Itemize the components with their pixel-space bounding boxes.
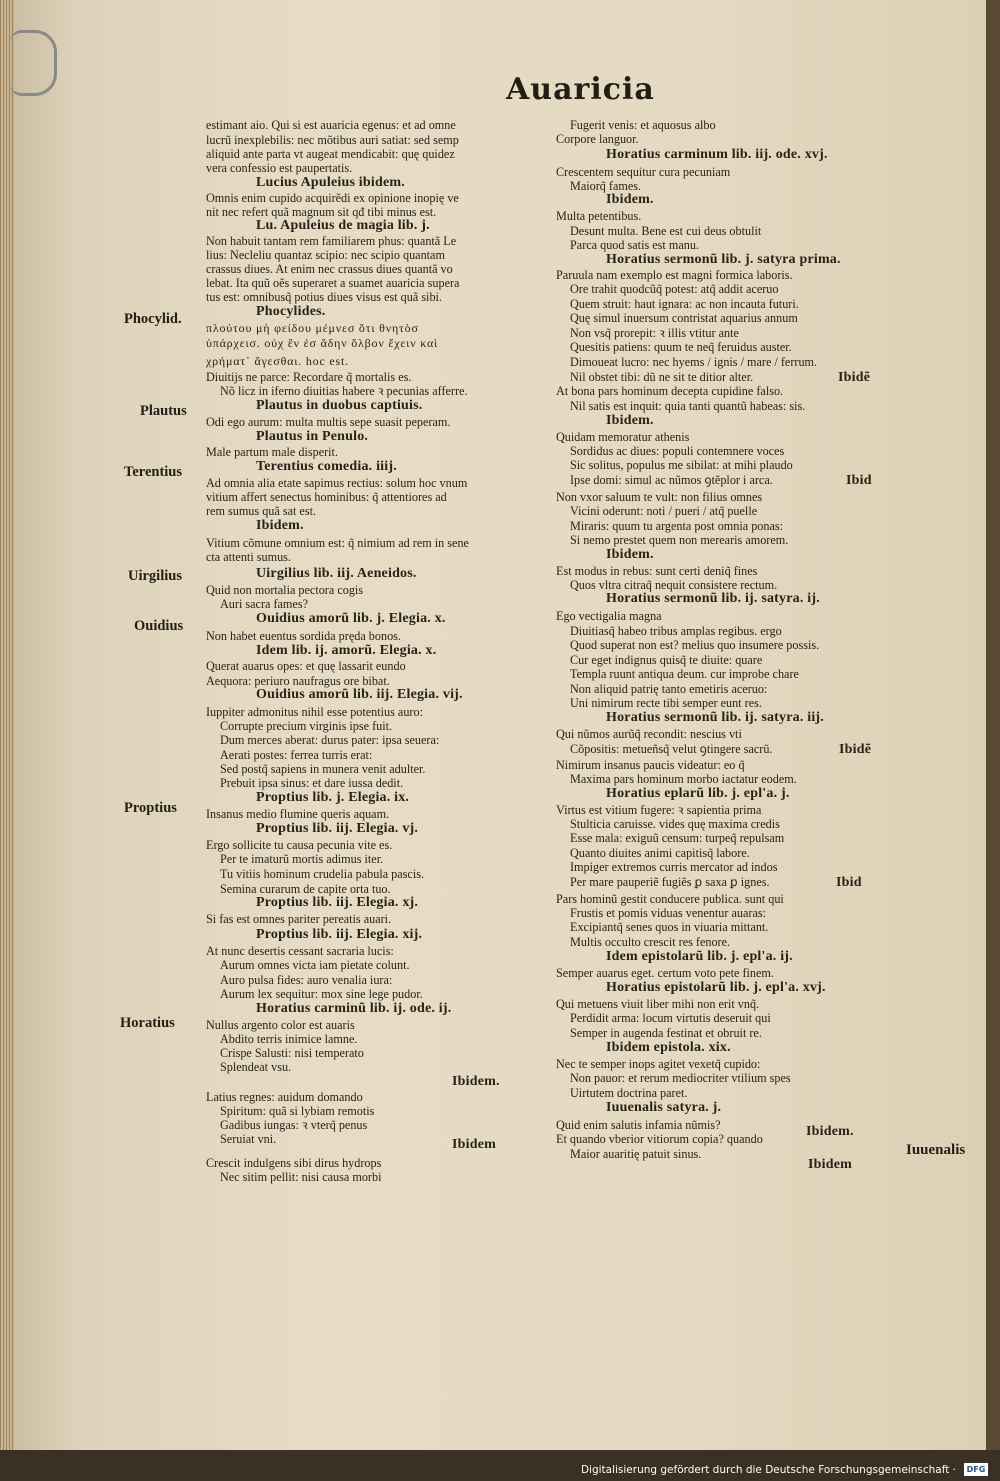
left-column-line: Aurum lex sequitur: mox sine lege pudor. xyxy=(220,987,423,1001)
right-column-line: Esse mala: exiguũ censum: turpeq̃ repulsam xyxy=(570,831,785,845)
right-column-heading: Ibid xyxy=(836,875,862,890)
left-column-heading: Plautus in Penulo. xyxy=(256,429,369,444)
left-column-line: Si fas est omnes pariter pereatis auari. xyxy=(206,912,392,926)
left-column-line: tus est: omnibusq̃ potius diues visus est quã sibi. xyxy=(206,290,442,304)
right-column-heading: Horatius epistolarũ lib. j. epl'a. xvj. xyxy=(606,980,826,995)
right-column-line: Perdidit arma: locum virtutis deseruit qui xyxy=(570,1011,771,1025)
right-column-line: Cur eget indignus quisq̃ te diuite: quare xyxy=(570,653,763,667)
left-column-line: Prebuit ipsa sinus: et dare iussa dedit. xyxy=(220,776,404,790)
right-column-heading: Ibidem xyxy=(808,1157,852,1172)
right-column-heading: Ibidẽ xyxy=(839,742,872,757)
right-column-line: Vicini oderunt: noti / pueri / atq̃ puelle xyxy=(570,504,758,518)
left-column-line: crassus diues. At enim nec crassus diues quantã vo xyxy=(206,262,453,276)
left-column-line: lebat. Ita quũ oẽs superaret a suamet auaricia supera xyxy=(206,276,460,290)
left-column-line: χρήματ᾽ ἄγεσθαι. hoc est. xyxy=(206,354,349,368)
left-column-line: Odi ego aurum: multa multis sepe suasit peperam. xyxy=(206,415,451,429)
right-column-heading: Ibidem. xyxy=(606,547,654,562)
left-column-heading: Idem lib. ij. amorũ. Elegia. x. xyxy=(256,643,437,658)
left-column-heading: Lucius Apuleius ibidem. xyxy=(256,175,405,190)
right-column-heading: Ibidem epistola. xix. xyxy=(606,1040,731,1055)
right-column-line: Quidam memoratur athenis xyxy=(556,430,690,444)
left-column-line: Abdito terris inimice lamne. xyxy=(220,1032,358,1046)
right-column-line: Quem struit: haut ignara: ac non incauta futuri. xyxy=(570,297,799,311)
paper-sheet xyxy=(14,0,986,1450)
right-column-heading: Ibidem. xyxy=(606,413,654,428)
right-column-line: Quanto diuites animi capitisq̃ labore. xyxy=(570,846,750,860)
left-column-heading: Ibidem xyxy=(452,1137,496,1152)
left-column-line: Vitium cõmune omnium est: q̃ nimium ad rem in sene xyxy=(206,536,469,550)
running-head: Auaricia xyxy=(506,72,655,107)
right-column-line: Nec te semper inops agitet vexetq̃ cupido: xyxy=(556,1057,761,1071)
right-column-line: Excipiantq̃ senes quos in viuaria mittant. xyxy=(570,920,769,934)
left-column-heading: Ouidius amorũ lib. iij. Elegia. vij. xyxy=(256,687,463,702)
left-column-heading: Proptius lib. iij. Elegia. vj. xyxy=(256,821,419,836)
left-column-line: cta attenti sumus. xyxy=(206,550,291,564)
left-column-heading: Lu. Apuleius de magia lib. j. xyxy=(256,218,430,233)
right-column-line: Si nemo prestet quem non merearis amorem. xyxy=(570,533,789,547)
right-column-line: Non aliquid patrię tanto emetiris aceruo: xyxy=(570,682,768,696)
margin-note-uirgilius: Uirgilius xyxy=(128,568,182,584)
left-column-line: Non habet euentus sordida pręda bonos. xyxy=(206,629,401,643)
right-column-line: Cõpositis: metueñsq̃ velut ꝯtingere sacrũ. xyxy=(570,742,773,756)
left-column-line: aliquid ante parta vt augeat mendicabit: quę quidez xyxy=(206,147,455,161)
right-column-line: Nimirum insanus paucis videatur: eo q̃ xyxy=(556,758,745,772)
left-column-line: Latius regnes: auidum domando xyxy=(206,1090,363,1104)
right-column-line: Est modus in rebus: sunt certi deniq̃ fines xyxy=(556,564,758,578)
left-column-line: Iuppiter admonitus nihil esse potentius auro: xyxy=(206,705,423,719)
right-column-line: Multa petentibus. xyxy=(556,209,642,223)
left-column-line: Nõ licz in iferno diuitias habere ꝛ pecunias afferre. xyxy=(220,384,468,398)
left-column-line: Per te imaturũ mortis adimus iter. xyxy=(220,852,384,866)
left-column-line: rem sumus quã sat est. xyxy=(206,504,317,518)
right-column-line: Qui nũmos aurũq̃ recondit: nescius vti xyxy=(556,727,742,741)
left-column-line: Splendeat vsu. xyxy=(220,1060,292,1074)
right-column-line: Paruula nam exemplo est magni formica laboris. xyxy=(556,268,793,282)
left-column-heading: Ibidem. xyxy=(256,518,304,533)
left-column-heading: Uirgilius lib. iij. Aeneidos. xyxy=(256,566,417,581)
left-column-line: lius: Necleliu quantaz scipio: nec scipio quantam xyxy=(206,248,445,262)
left-column-line: ὑπάρχεισ. οὐχ ἔν ἐσ ἅδην ὄλβον ἔχειν καὶ xyxy=(206,336,439,350)
left-column-line: Auro pulsa fides: auro venalia iura: xyxy=(220,973,393,987)
right-column-heading: Ibidem. xyxy=(606,192,654,207)
left-column-line: Nullus argento color est auaris xyxy=(206,1018,355,1032)
right-column-line: Ipse domi: simul ac nũmos ꝯtẽplor i arca. xyxy=(570,473,773,487)
right-column-line: Uirtutem doctrina paret. xyxy=(570,1086,688,1100)
margin-note-iuuenalis: Iuuenalis xyxy=(906,1142,966,1158)
left-column-line: Male partum male disperit. xyxy=(206,445,338,459)
right-column-line: Non vsq̃ prorepit: ꝛ illis vtitur ante xyxy=(570,326,739,340)
left-column-line: vitium affert senectus hominibus: q̃ attentiores ad xyxy=(206,490,447,504)
right-column-heading: Ibidem. xyxy=(806,1124,854,1139)
right-column-line: Maiorq̃ fames. xyxy=(570,179,642,193)
right-column-line: Semper auarus eget. certum voto pete finem. xyxy=(556,966,774,980)
left-column-line: Crescit indulgens sibi dirus hydrops xyxy=(206,1156,382,1170)
right-column-line: Quod superat non est? melius quo insumere possis. xyxy=(570,638,820,652)
right-column-line: Quę simul inuersum contristat aquarius annum xyxy=(570,311,798,325)
left-column-line: lucrũ inexplebilis: nec mõtibus auri satiat: sed semp xyxy=(206,133,459,147)
right-column-line: Templa ruunt antiqua deum. cur improbe chare xyxy=(570,667,799,681)
left-column-line: Diuitijs ne parce: Recordare q̃ mortalis es. xyxy=(206,370,412,384)
left-column-line: Crispe Salusti: nisi temperato xyxy=(220,1046,364,1060)
right-column-line: Non vxor saluum te vult: non filius omnes xyxy=(556,490,763,504)
right-column-heading: Ibidẽ xyxy=(838,370,871,385)
right-column-heading: Horatius sermonũ lib. ij. satyra. iij. xyxy=(606,710,824,725)
left-column-line: Gadibus iungas: ꝛ vterq̃ penus xyxy=(220,1118,368,1132)
right-column-line: Multis occulto crescit res fenore. xyxy=(570,935,731,949)
paper-clip xyxy=(10,30,57,96)
right-column-line: Impiger extremos curris mercator ad indos xyxy=(570,860,778,874)
left-column-heading: Plautus in duobus captiuis. xyxy=(256,398,423,413)
left-column-line: Sed postq̃ sapiens in munera venit adulter. xyxy=(220,762,426,776)
right-column-line: Non pauor: et rerum mediocriter vtilium spes xyxy=(570,1071,791,1085)
left-column-heading: Ibidem. xyxy=(452,1074,500,1089)
right-column-line: Stulticia caruisse. vides quę maxima credis xyxy=(570,817,780,831)
left-column-line: Ad omnia alia etate sapimus rectius: solum hoc vnum xyxy=(206,476,468,490)
right-column-line: Frustis et pomis viduas venentur auaras: xyxy=(570,906,766,920)
right-column-line: Quesitis patiens: quum te neq̃ feruidus auster. xyxy=(570,340,792,354)
margin-note-plautus: Plautus xyxy=(140,403,187,419)
right-column-line: Fugerit venis: et aquosus albo xyxy=(570,118,716,132)
left-column-line: Aerati postes: ferrea turris erat: xyxy=(220,748,373,762)
right-column-line: Pars hominũ gestit conducere publica. sunt qui xyxy=(556,892,784,906)
right-column-line: Qui metuens viuit liber mihi non erit vnq̃. xyxy=(556,997,760,1011)
left-column-line: Seruiat vni. xyxy=(220,1132,277,1146)
left-column-line: Tu vitiis hominum crudelia pabula pascis. xyxy=(220,867,425,881)
left-column-line: Non habuit tantam rem familiarem phus: quantã Le xyxy=(206,234,457,248)
left-column-line: Nec sitim pellit: nisi causa morbi xyxy=(220,1170,382,1184)
right-column-line: Quos vltra citraq̃ nequit consistere rectum. xyxy=(570,578,778,592)
left-column-heading: Phocylides. xyxy=(256,304,326,319)
left-column-line: Quid non mortalia pectora cogis xyxy=(206,583,364,597)
right-column-line: Quid enim salutis infamia nũmis? xyxy=(556,1118,721,1132)
right-column-heading: Idem epistolarũ lib. j. epl'a. ij. xyxy=(606,949,793,964)
right-column-line: At bona pars hominum decepta cupidine falso. xyxy=(556,384,784,398)
right-column-line: Maior auaritię patuit sinus. xyxy=(570,1147,702,1161)
left-column-line: Insanus medio flumine queris aquam. xyxy=(206,807,390,821)
footer-credit: Digitalisierung gefördert durch die Deutsche Forschungsgemeinschaft · xyxy=(580,1464,956,1476)
left-column-line: At nunc desertis cessant sacraria lucis: xyxy=(206,944,394,958)
book-spine xyxy=(0,0,14,1450)
left-column-line: Corrupte precium virginis ipse fuit. xyxy=(220,719,393,733)
left-column-line: Omnis enim cupido acquirẽdi ex opinione inopię ve xyxy=(206,191,459,205)
right-column-line: Ego vectigalia magna xyxy=(556,609,662,623)
right-column-line: Dimoueat lucro: nec hyems / ignis / mare / ferrum. xyxy=(570,355,818,369)
right-column-line: Diuitiasq̃ habeo tribus amplas regibus. ergo xyxy=(570,624,782,638)
margin-note-horatius: Horatius xyxy=(120,1015,175,1031)
left-column-heading: Proptius lib. j. Elegia. ix. xyxy=(256,790,410,805)
left-column-line: Ergo sollicite tu causa pecunia vite es. xyxy=(206,838,393,852)
left-column-heading: Terentius comedia. iiij. xyxy=(256,459,397,474)
right-column-line: Parca quod satis est manu. xyxy=(570,238,699,252)
right-column-line: Sordidus ac diues: populi contemnere voces xyxy=(570,444,785,458)
left-column-heading: Ouidius amorũ lib. j. Elegia. x. xyxy=(256,611,446,626)
right-column-line: Semper in augenda festinat et obruit re. xyxy=(570,1026,762,1040)
left-column-line: Auri sacra fames? xyxy=(220,597,308,611)
right-column-line: Desunt multa. Bene est cui deus obtulit xyxy=(570,224,762,238)
margin-note-proptius: Proptius xyxy=(124,800,177,816)
left-column-heading: Horatius carminũ lib. ij. ode. ij. xyxy=(256,1001,452,1016)
left-column-line: Aurum omnes victa iam pietate colunt. xyxy=(220,958,410,972)
right-column-line: Nil satis est inquit: quia tanti quantũ habeas: sis. xyxy=(570,399,806,413)
left-column-heading: Proptius lib. iij. Elegia. xij. xyxy=(256,927,423,942)
right-column-heading: Horatius sermonũ lib. ij. satyra. ij. xyxy=(606,591,820,606)
right-column-line: Et quando vberior vitiorum copia? quando xyxy=(556,1132,763,1146)
right-column-heading: Horatius sermonũ lib. j. satyra prima. xyxy=(606,252,841,267)
right-column-line: Corpore languor. xyxy=(556,132,639,146)
left-column-line: nit nec refert quã magnum sit qđ tibi minus est. xyxy=(206,205,437,219)
right-column-heading: Iuuenalis satyra. j. xyxy=(606,1100,722,1115)
right-column-heading: Horatius carminum lib. iij. ode. xvj. xyxy=(606,147,828,162)
right-column-line: Per mare pauperiẽ fugiẽs ꝑ saxa ꝑ ignes. xyxy=(570,875,770,889)
right-column-heading: Ibid xyxy=(846,473,872,488)
right-column-heading: Horatius eplarũ lib. j. epl'a. j. xyxy=(606,786,790,801)
left-column-line: Semina curarum de capite orta tuo. xyxy=(220,882,391,896)
left-column-heading: Proptius lib. iij. Elegia. xj. xyxy=(256,895,419,910)
left-column-line: Dum merces aberat: durus pater: ipsa seuera: xyxy=(220,733,440,747)
left-column-line: Spiritum: quã si lybiam remotis xyxy=(220,1104,375,1118)
right-column-line: Crescentem sequitur cura pecuniam xyxy=(556,165,731,179)
right-column-line: Maxima pars hominum morbo iactatur eodem. xyxy=(570,772,797,786)
right-column-line: Nil obstet tibi: dũ ne sit te ditior alter. xyxy=(570,370,754,384)
right-column-line: Sic solitus, populus me sibilat: at mihi plaudo xyxy=(570,458,793,472)
left-column-line: vera confessio est paupertatis. xyxy=(206,161,353,175)
margin-note-terentius: Terentius xyxy=(124,464,183,480)
right-column-line: Uni nimirum recte tibi semper eunt res. xyxy=(570,696,762,710)
right-column-line: Virtus est vitium fugere: ꝛ sapientia prima xyxy=(556,803,762,817)
left-column-line: Aequora: periuro naufragus ore bibat. xyxy=(206,674,390,688)
right-column-line: Miraris: quum tu argenta post omnia ponas: xyxy=(570,519,784,533)
margin-note-phocylides: Phocylid. xyxy=(124,311,182,327)
left-column-line: πλούτου μὴ φείδου μέμνεσ ὅτι θνητὸσ xyxy=(206,321,419,335)
dfg-logo: DFG xyxy=(964,1463,988,1476)
left-column-line: estimant aio. Qui si est auaricia egenus: et ad omne xyxy=(206,118,456,132)
left-column-line: Querat auarus opes: et quę lassarit eundo xyxy=(206,659,406,673)
right-column-line: Ore trahit quodcũq̃ potest: atq̃ addit aceruo xyxy=(570,282,779,296)
margin-note-ouidius: Ouidius xyxy=(134,618,184,634)
